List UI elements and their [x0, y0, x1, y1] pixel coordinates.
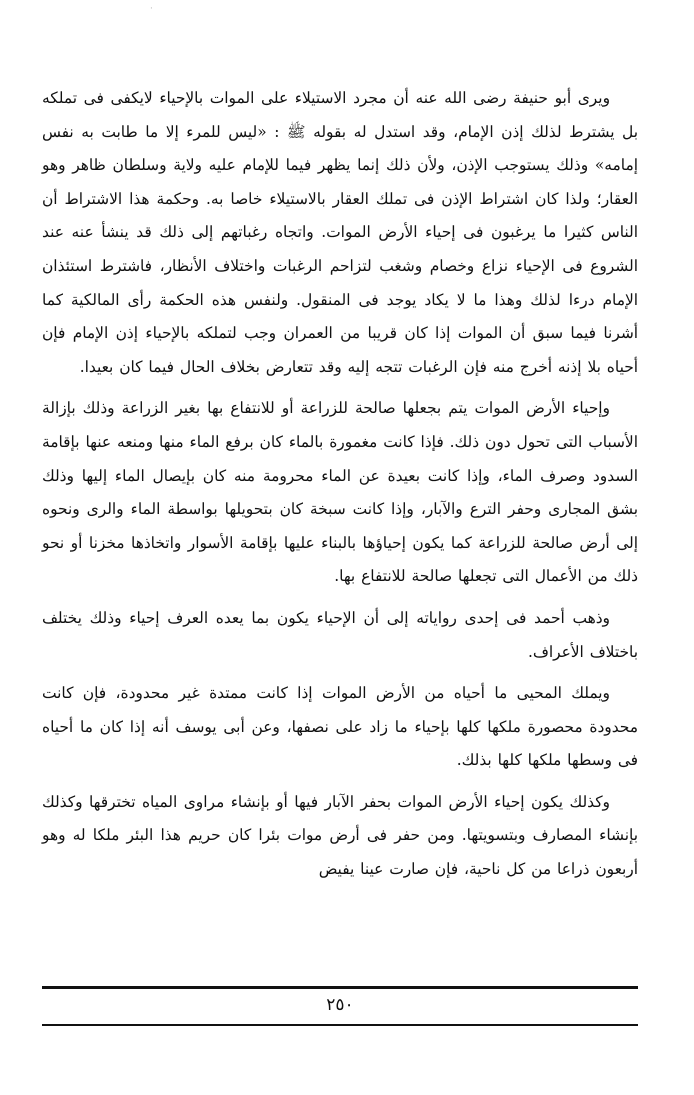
paragraph-3: وذهب أحمد فى إحدى رواياته إلى أن الإحياء يكون بما يعده العرف إحياء وذلك يختلف باختلاف الأعراف.: [42, 608, 638, 661]
document-body: [42, 82, 638, 895]
footer-rule-top: [42, 986, 638, 989]
footer-rule-bottom: [42, 1024, 638, 1026]
paragraph-1: ويرى أبو حنيفة رضى الله عنه أن مجرد الاستيلاء على الموات بالإحياء لايكفى فى تملكه بل يشترط لذلك إذن الإمام، وقد استدل له بقوله ﷺ : «ليس للمرء إلا ما طابت به نفس إمامه» وذلك يستوجب الإذن، ولأن ذلك إنما يظهر فيما للإمام عليه ولاية وسلطان ظاهر وهو العقار؛ ولذا كان اشتراط الإذن فى تملك العقار بالاستيلاء خاصا به. وحكمة هذا الاشتراط أن الناس كثيرا ما يرغبون فى إحياء الأرض الموات. واتجاه رغباتهم إلى ذلك قد ينشأ عنه عند الشروع فى الإحياء نزاع وخصام وشغب لتزاحم الرغبات واختلاف الأنظار، فاشترط استئذان الإمام درءا لذلك وهذا ما لا يكاد يوجد فى المنقول. ولنفس هذه الحكمة رأى المالكية كما أشرنا فيما سبق أن الموات إذا كان قريبا من العمران وجب لتملكه بالإحياء إذن الإمام فإن أحياه بلا إذنه أخرج منه فإن الرغبات تتجه إليه وقد تتعارض بخلاف الحال فيما كان بعيدا.: [42, 89, 638, 376]
paragraph-2: وإحياء الأرض الموات يتم بجعلها صالحة للزراعة أو للانتفاع بها بغير الزراعة وذلك بإزالة الأسباب التى تحول دون ذلك. فإذا كانت مغمورة بالماء كان برفع الماء منها ومنعه عنها بإقامة السدود وصرف الماء، وإذا كانت بعيدة عن الماء محرومة منه كان بإيصال الماء إليها وذلك بشق المجارى وحفر الترع والآبار، وإذا كانت سبخة كان بتحويلها بواسطة الماء والرى ونحوه إلى أرض صالحة للزراعة كما يكون إحياؤها بالبناء عليها بإقامة الأسوار واتخاذها مخزنا أو نحو ذلك من الأعمال التى تجعلها صالحة للانتفاع بها.: [42, 399, 638, 586]
page-number: ٢٥٠: [326, 995, 354, 1015]
paragraph-5: وكذلك يكون إحياء الأرض الموات بحفر الآبار فيها أو بإنشاء مراوى المياه تخترقها وكذلك بإنشاء المصارف وبتسويتها. ومن حفر فى أرض موات بئرا كان حريم هذا البئر ملكا له وهو أربعون ذراعا من كل ناحية، فإن صارت عينا يفيض: [42, 792, 638, 879]
paragraph-4: ويملك المحيى ما أحياه من الأرض الموات إذا كانت ممتدة غير محدودة، فإن كانت محدودة محصورة ملكها كلها بإحياء ما زاد على نصفها، وعن أبى يوسف أنه إذا كان ما أحياه فى وسطها ملكها كلها بذلك.: [42, 684, 638, 770]
scan-corner-mark: ·: [150, 4, 153, 14]
